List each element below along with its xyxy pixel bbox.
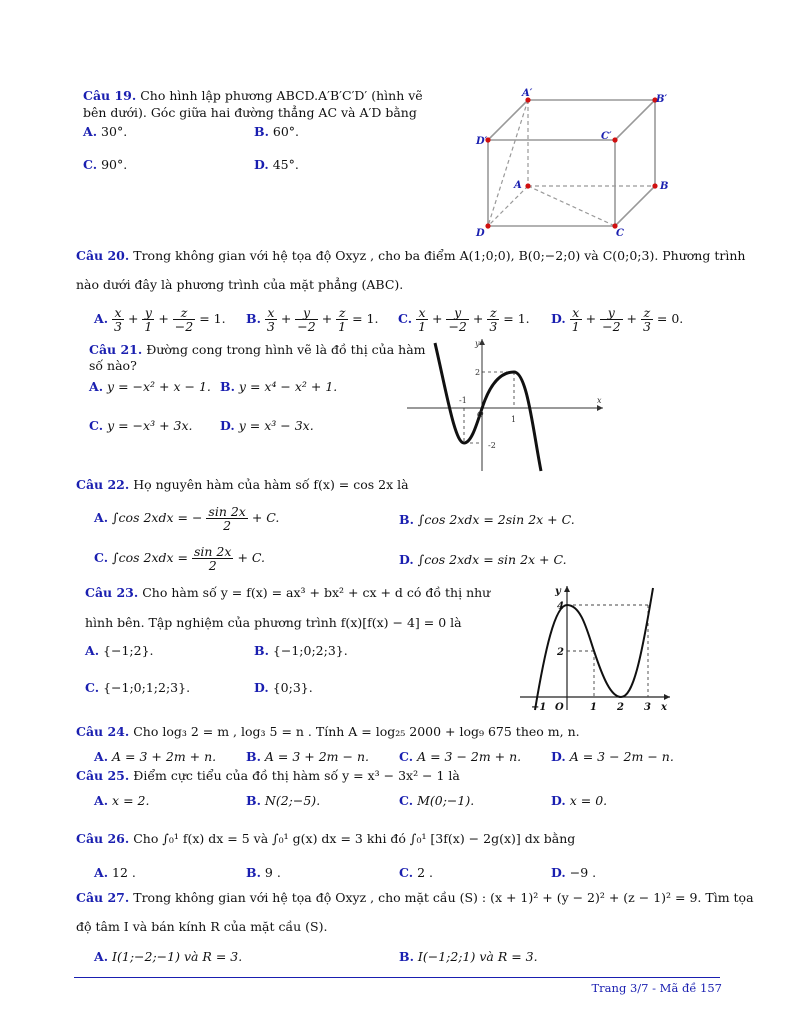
question-21-line2: số nào? bbox=[89, 358, 137, 373]
option-c[interactable]: C. {−1;0;1;2;3}. bbox=[85, 680, 191, 695]
option-a[interactable]: A. $\frac{x}{3}$ + $\frac{y}{1}$ + $\frac{z}{-2}$ = 1. bbox=[94, 305, 226, 335]
option-a[interactable]: A. x = 2. bbox=[94, 793, 150, 808]
option-d[interactable]: D. ∫cos 2xdx = sin 2x + C. bbox=[399, 552, 567, 567]
option-a[interactable]: A. I(1;−2;−1) và R = 3. bbox=[94, 949, 243, 964]
cube-figure bbox=[470, 88, 680, 238]
option-c[interactable]: C. y = −x³ + 3x. bbox=[89, 418, 193, 433]
option-d[interactable]: D. {0;3}. bbox=[254, 680, 313, 695]
label-b: B bbox=[660, 181, 669, 192]
option-d[interactable]: D. $\frac{x}{1}$ + $\frac{y}{-2}$ + $\frac{z}{3}$ = 0. bbox=[551, 305, 684, 335]
q23-graph bbox=[515, 580, 675, 715]
svg-text:1: 1 bbox=[511, 415, 517, 424]
option-a[interactable]: A. 30°. bbox=[83, 124, 128, 139]
option-b[interactable]: B. {−1;0;2;3}. bbox=[254, 643, 348, 658]
question-text: Cho hình lập phương ABCD.A′B′C′D′ (hình vẽ bbox=[140, 88, 423, 103]
label-d: D bbox=[476, 228, 485, 238]
svg-text:−1: −1 bbox=[531, 702, 547, 713]
option-c[interactable]: C. ∫cos 2xdx = $\frac{\sin 2x}{2}$ + C. bbox=[94, 544, 265, 574]
svg-text:O: O bbox=[477, 410, 484, 419]
svg-text:2: 2 bbox=[617, 702, 624, 713]
option-d[interactable]: D. x = 0. bbox=[551, 793, 608, 808]
question-20-line2: nào dưới đây là phương trình của mặt phẳng (ABC). bbox=[76, 277, 404, 292]
svg-text:-2: -2 bbox=[488, 441, 496, 450]
svg-text:x: x bbox=[597, 396, 602, 405]
svg-text:1: 1 bbox=[590, 702, 597, 713]
option-d[interactable]: D. A = 3 − 2m − n. bbox=[551, 749, 674, 764]
svg-text:3: 3 bbox=[644, 702, 651, 713]
svg-text:x: x bbox=[661, 702, 667, 713]
option-a[interactable]: A. ∫cos 2xdx = − $\frac{\sin 2x}{2}$ + C. bbox=[94, 504, 280, 534]
question-19 bbox=[83, 88, 423, 103]
question-23-line2: hình bên. Tập nghiệm của phương trình f(x)[f(x) − 4] = 0 là bbox=[85, 615, 462, 630]
question-19-line2: bên dưới). Góc giữa hai đường thẳng AC và A′D bằng bbox=[83, 105, 417, 120]
option-a[interactable]: A. {−1;2}. bbox=[85, 643, 154, 658]
svg-text:2: 2 bbox=[557, 647, 564, 658]
option-c[interactable]: C. 90°. bbox=[83, 157, 128, 172]
svg-text:O: O bbox=[555, 702, 564, 713]
option-b[interactable]: B. A = 3 + 2m − n. bbox=[246, 749, 369, 764]
cubic-curve bbox=[435, 343, 541, 471]
svg-text:-1: -1 bbox=[459, 396, 467, 405]
label-c: C bbox=[616, 228, 624, 238]
question-23: Câu 23. Cho hàm số y = f(x) = ax³ + bx² + cx + d có đồ thị như bbox=[85, 585, 491, 600]
question-25: Câu 25. Điểm cực tiểu của đồ thị hàm số y = x³ − 3x² − 1 là bbox=[76, 768, 460, 783]
cubic-curve bbox=[535, 588, 653, 710]
option-c[interactable]: C. $\frac{x}{1}$ + $\frac{y}{-2}$ + $\frac{z}{3}$ = 1. bbox=[398, 305, 530, 335]
question-22: Câu 22. Họ nguyên hàm của hàm số f(x) = cos 2x là bbox=[76, 477, 409, 492]
option-b[interactable]: B. I(−1;2;1) và R = 3. bbox=[399, 949, 538, 964]
label-d1: D′ bbox=[476, 136, 488, 147]
q21-graph bbox=[405, 335, 610, 475]
option-d[interactable]: D. −9 . bbox=[551, 865, 597, 880]
option-b[interactable]: B. 60°. bbox=[254, 124, 300, 139]
label-c1: C′ bbox=[601, 131, 612, 142]
option-d[interactable]: D. 45°. bbox=[254, 157, 299, 172]
option-c[interactable]: C. A = 3 − 2m + n. bbox=[399, 749, 522, 764]
option-b[interactable]: B. N(2;−5). bbox=[246, 793, 321, 808]
question-label: Câu 19. bbox=[83, 88, 137, 103]
question-21: Câu 21. Đường cong trong hình vẽ là đồ thị của hàm bbox=[89, 342, 426, 357]
option-b[interactable]: B. 9 . bbox=[246, 865, 281, 880]
svg-text:4: 4 bbox=[557, 601, 564, 612]
option-a[interactable]: A. y = −x² + x − 1. bbox=[89, 379, 211, 394]
option-d[interactable]: D. y = x³ − 3x. bbox=[220, 418, 314, 433]
option-b[interactable]: B. $\frac{x}{3}$ + $\frac{y}{-2}$ + $\frac{z}{1}$ = 1. bbox=[246, 305, 379, 335]
option-a[interactable]: A. 12 . bbox=[94, 865, 136, 880]
option-c[interactable]: C. 2 . bbox=[399, 865, 433, 880]
option-c[interactable]: C. M(0;−1). bbox=[399, 793, 475, 808]
svg-text:2: 2 bbox=[475, 368, 481, 377]
question-27-line2: độ tâm I và bán kính R của mặt cầu (S). bbox=[76, 919, 328, 934]
label-a: A bbox=[514, 180, 522, 191]
svg-text:y: y bbox=[555, 586, 561, 597]
question-24: Câu 24. Cho log₃ 2 = m , log₃ 5 = n . Tính A = log₂₅ 2000 + log₉ 675 theo m, n. bbox=[76, 724, 580, 739]
footer-rule bbox=[74, 977, 720, 978]
question-26: Câu 26. Cho ∫₀¹ f(x) dx = 5 và ∫₀¹ g(x) dx = 3 khi đó ∫₀¹ [3f(x) − 2g(x)] dx bằng bbox=[76, 831, 576, 846]
option-b[interactable]: B. y = x⁴ − x² + 1. bbox=[220, 379, 338, 394]
svg-text:y: y bbox=[475, 339, 480, 348]
label-b1: B′ bbox=[656, 94, 668, 105]
option-b[interactable]: B. ∫cos 2xdx = 2sin 2x + C. bbox=[399, 512, 575, 527]
question-20: Câu 20. Trong không gian với hệ tọa độ Oxyz , cho ba điểm A(1;0;0), B(0;−2;0) và C(0;0;3). Phương trình bbox=[76, 248, 746, 263]
page-footer: Trang 3/7 - Mã đề 157 bbox=[591, 981, 722, 995]
question-27: Câu 27. Trong không gian với hệ tọa độ Oxyz , cho mặt cầu (S) : (x + 1)² + (y − 2)² + (z − 1)² = 9. Tìm tọa bbox=[76, 890, 754, 905]
label-a1: A′ bbox=[522, 88, 533, 99]
option-a[interactable]: A. A = 3 + 2m + n. bbox=[94, 749, 217, 764]
